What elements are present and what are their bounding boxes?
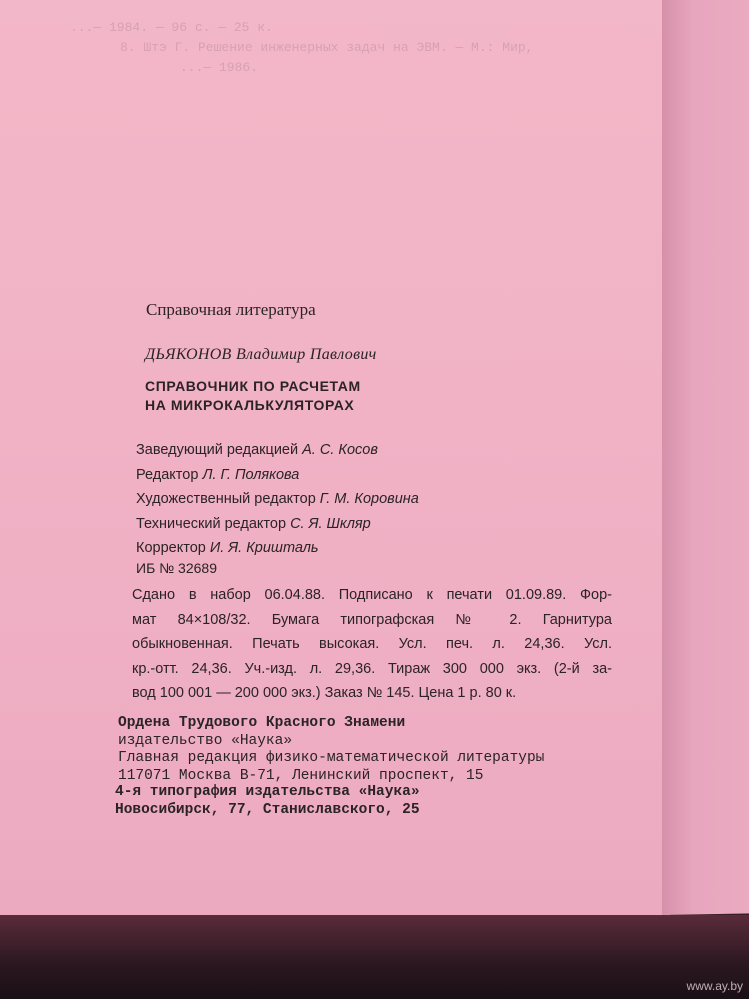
publisher-block bbox=[118, 715, 544, 785]
series-label: Справочная литература bbox=[146, 300, 316, 319]
adjacent-page-edge bbox=[662, 0, 749, 915]
table-shadow bbox=[0, 915, 749, 999]
credit-line: Корректор И. Я. Кришталь bbox=[136, 540, 319, 556]
credit-line: Заведующий редакцией А. С. Косов bbox=[136, 442, 378, 458]
bleed-through-line-3: ...— 1986. bbox=[180, 60, 259, 75]
book-title-line: СПРАВОЧНИК ПО РАСЧЕТАМ bbox=[145, 378, 361, 394]
watermark: www.ay.by bbox=[686, 979, 743, 993]
bleed-through-line-2: 8. Штэ Г. Решение инженерных задач на ЭВМ. — М.: Мир, bbox=[120, 40, 534, 55]
credit-line: Технический редактор С. Я. Шкляр bbox=[136, 515, 371, 532]
printer-name: 4-я типография издательства «Наука» bbox=[115, 784, 420, 800]
publisher-award: Ордена Трудового Красного Знамени bbox=[118, 715, 406, 731]
credit-line: Редактор Л. Г. Полякова bbox=[136, 466, 300, 483]
ib-number: ИБ № 32689 bbox=[136, 560, 217, 576]
publisher-division: Главная редакция физико-математической литературы bbox=[118, 750, 545, 766]
bleed-through-line-1: ...— 1984. — 96 с. — 25 к. bbox=[70, 20, 273, 35]
book-title-line: НА МИКРОКАЛЬКУЛЯТОРАХ bbox=[145, 397, 355, 413]
printer-block bbox=[115, 783, 420, 819]
imprint-line: Сдано в набор 06.04.88. Подписано к печати 01.09.89. Фор- bbox=[132, 587, 612, 603]
author-given-names: Владимир Павлович bbox=[235, 346, 377, 363]
credit-line: Художественный редактор Г. М. Коровина bbox=[136, 491, 419, 507]
publisher-name: издательство «Наука» bbox=[118, 732, 293, 749]
credits-list bbox=[136, 438, 419, 561]
book-title bbox=[145, 377, 361, 415]
printer-address: Новосибирск, 77, Станиславского, 25 bbox=[115, 802, 420, 818]
author bbox=[145, 346, 377, 364]
publisher-address: 117071 Москва В-71, Ленинский проспект, 15 bbox=[118, 767, 484, 784]
imprint-block bbox=[132, 583, 612, 706]
imprint-line: кр.-отт. 24,36. Уч.-изд. л. 29,36. Тираж 300 000 экз. (2-й за- bbox=[132, 660, 612, 677]
imprint-line: обыкновенная. Печать высокая. Усл. печ. л. 24,36. Усл. bbox=[132, 636, 612, 652]
imprint-line: мат 84×108/32. Бумага типографская № 2. Гарнитура bbox=[132, 611, 612, 628]
author-surname: ДЬЯКОНОВ bbox=[145, 346, 232, 363]
imprint-line: вод 100 001 — 200 000 экз.) Заказ № 145. Цена 1 р. 80 к. bbox=[132, 685, 517, 701]
